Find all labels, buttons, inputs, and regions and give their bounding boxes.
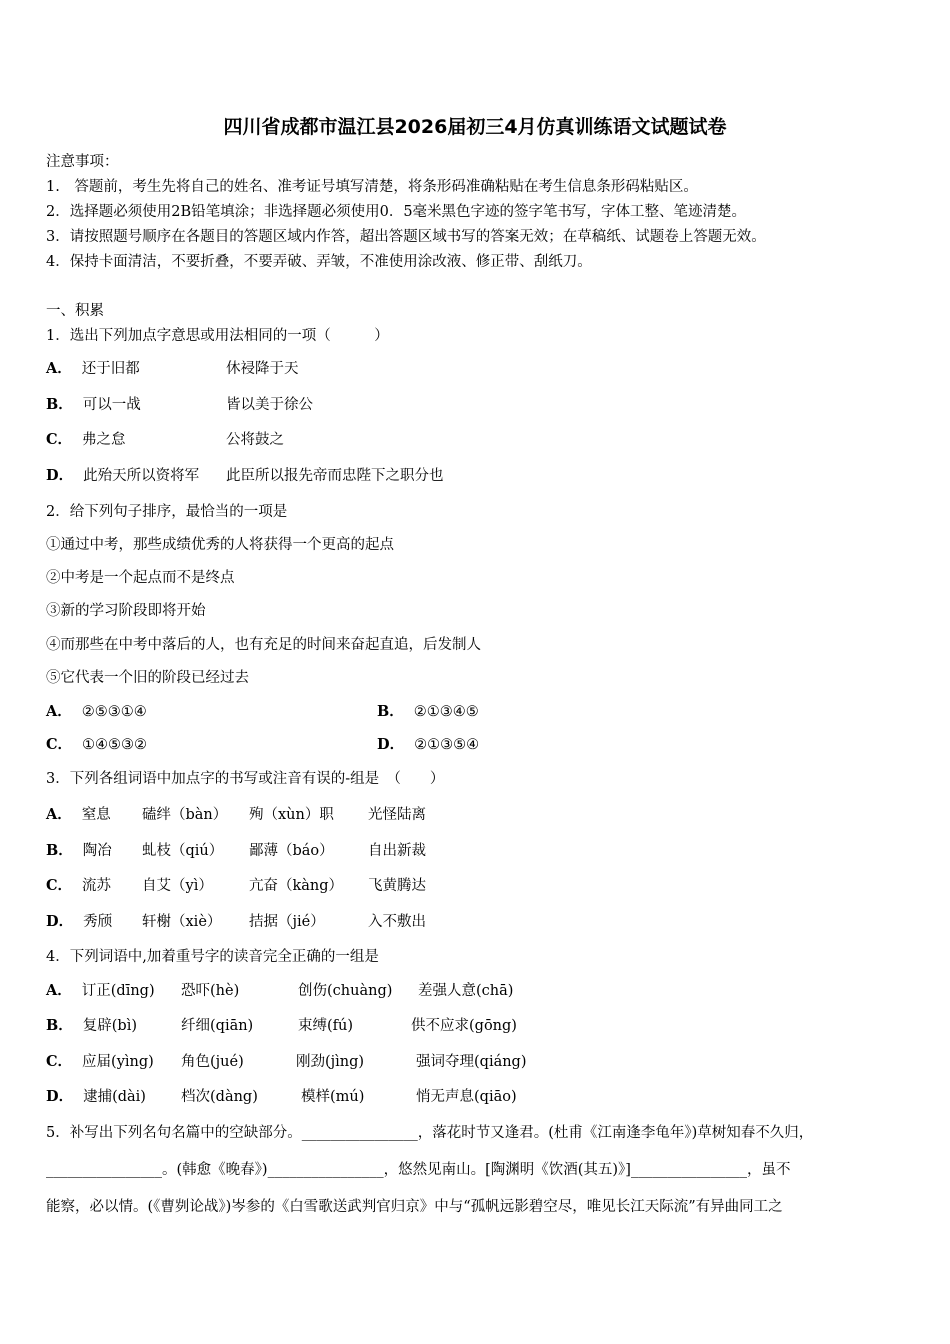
- option-label: D．: [377, 736, 405, 753]
- option-label: A．: [46, 703, 72, 720]
- word: 复辟(bì): [82, 1018, 137, 1034]
- question-3-stem: 3．下列各组词语中加点字的书写或注音有误的-组是 （ ）: [46, 771, 445, 787]
- q2-option-b[interactable]: [377, 702, 479, 722]
- word: 拮据（jié）: [249, 914, 325, 930]
- word: 供不应求(gōng): [411, 1018, 517, 1034]
- word: 应届(yìng): [82, 1054, 154, 1070]
- option-label: C．: [46, 736, 73, 753]
- word: 亢奋（kàng）: [249, 878, 344, 894]
- option-label: C．: [46, 1053, 73, 1070]
- option-label: A．: [46, 982, 72, 999]
- word: 磕绊（bàn）: [142, 807, 228, 823]
- word: 模样(mú): [301, 1089, 365, 1105]
- word: 自艾（yì）: [142, 878, 213, 894]
- q2-sentence-5: ⑤它代表一个旧的阶段已经过去: [46, 670, 249, 686]
- q1-option-a[interactable]: [46, 359, 140, 379]
- q2-sentence-2: ②中考是一个起点而不是终点: [46, 570, 235, 586]
- word: 强词夺理(qiáng): [416, 1054, 527, 1070]
- question-1-stem: 1．选出下列加点字意思或用法相同的一项（ ）: [46, 328, 389, 344]
- word: 创伤(chuàng): [298, 983, 393, 999]
- q1-option-d[interactable]: [46, 466, 199, 486]
- word: 流苏: [82, 878, 112, 894]
- q4-option-d[interactable]: [46, 1087, 146, 1107]
- question-4-stem: 4．下列词语中,加着重号字的读音完全正确的一组是: [46, 949, 379, 965]
- option-text-a: 弗之怠: [82, 432, 126, 448]
- question-5-line-2: ________________。(韩愈《晚春》)________________，悠然见南山。[陶渊明《饮酒(其五)》]________________，虽不: [46, 1162, 791, 1178]
- q1-option-b-b: 皆以美于徐公: [226, 397, 313, 413]
- word: 光怪陆离: [368, 807, 426, 823]
- option-label: D．: [46, 913, 74, 930]
- q2-sentence-3: ③新的学习阶段即将开始: [46, 603, 206, 619]
- option-label: A．: [46, 806, 72, 823]
- question-5-line-3: 能察，必以情。(《曹刿论战》)岑参的《白雪歌送武判官归京》中与“孤帆远影碧空尽，唯见长江天际流”有异曲同工之: [46, 1199, 783, 1215]
- q3-option-c[interactable]: [46, 876, 111, 896]
- option-label: C．: [46, 877, 73, 894]
- option-label: B．: [46, 396, 73, 413]
- q3-option-b[interactable]: [46, 841, 112, 861]
- option-label: B．: [46, 1017, 73, 1034]
- notice-item-4: 4．保持卡面清洁，不要折叠，不要弄破、弄皱，不准使用涂改液、修正带、刮纸刀。: [46, 254, 592, 270]
- q2-option-d[interactable]: [377, 735, 479, 755]
- option-label: B．: [377, 703, 404, 720]
- option-label: D．: [46, 1088, 74, 1105]
- notice-item-1: 1. 答题前，考生先将自己的姓名、准考证号填写清楚，将条形码准确粘贴在考生信息条形码粘贴区。: [46, 179, 698, 195]
- q1-option-c-b: 公将鼓之: [226, 432, 284, 448]
- word: 档次(dàng): [181, 1089, 258, 1105]
- option-text: ②①③⑤④: [414, 737, 480, 753]
- word: 悄无声息(qiāo): [416, 1089, 517, 1105]
- question-5-line-1: 5．补写出下列名句名篇中的空缺部分。________________，落花时节又逢君。(杜甫《江南逢李龟年》)草树知春不久归，: [46, 1125, 814, 1141]
- option-label: B．: [46, 842, 73, 859]
- q3-option-d[interactable]: [46, 912, 112, 932]
- q1-option-c[interactable]: [46, 430, 126, 450]
- option-label: C．: [46, 431, 73, 448]
- option-text: ②①③④⑤: [413, 704, 479, 720]
- notice-item-3: 3．请按照题号顺序在各题目的答题区域内作答，超出答题区域书写的答案无效；在草稿纸、试题卷上答题无效。: [46, 229, 766, 245]
- word: 纤细(qiān): [181, 1018, 254, 1034]
- option-label: D．: [46, 467, 74, 484]
- q4-option-c[interactable]: [46, 1052, 154, 1072]
- q1-option-a-b: 休祲降于天: [226, 361, 299, 377]
- word: 窒息: [81, 807, 111, 823]
- q2-sentence-1: ①通过中考，那些成绩优秀的人将获得一个更高的起点: [46, 537, 394, 553]
- word: 殉（xùn）职: [249, 807, 334, 823]
- word: 差强人意(chā): [418, 983, 514, 999]
- word: 订正(dīng): [81, 983, 155, 999]
- word: 秀颀: [83, 914, 113, 930]
- option-label: A．: [46, 360, 72, 377]
- word: 入不敷出: [368, 914, 426, 930]
- option-text: ②⑤③①④: [81, 704, 147, 720]
- word: 飞黄腾达: [368, 878, 426, 894]
- section-heading: 一、积累: [46, 303, 104, 319]
- q2-option-a[interactable]: [46, 702, 147, 722]
- question-2-stem: 2．给下列句子排序，最恰当的一项是: [46, 504, 288, 520]
- option-text: ①④⑤③②: [82, 737, 148, 753]
- notice-item-2: 2．选择题必须使用2B铅笔填涂；非选择题必须使用0．5毫米黑色字迹的签字笔书写，字体工整、笔迹清楚。: [46, 204, 747, 220]
- q2-sentence-4: ④而那些在中考中落后的人，也有充足的时间来奋起直追，后发制人: [46, 637, 481, 653]
- page-title: 四川省成都市温江县2026届初三4月仿真训练语文试题试卷: [223, 116, 727, 138]
- q4-option-a[interactable]: [46, 981, 155, 1001]
- q1-option-d-b: 此臣所以报先帝而忠陛下之职分也: [226, 468, 444, 484]
- word: 束缚(fú): [298, 1018, 354, 1034]
- option-text-a: 此殆天所以资将军: [83, 468, 200, 484]
- word: 逮捕(dài): [83, 1089, 146, 1105]
- q3-option-a[interactable]: [46, 805, 111, 825]
- word: 虬枝（qiú）: [142, 843, 224, 859]
- word: 自出新裁: [368, 843, 426, 859]
- word: 陶冶: [82, 843, 112, 859]
- word: 轩榭（xiè）: [142, 914, 222, 930]
- notice-heading: 注意事项：: [46, 154, 119, 170]
- word: 恐吓(hè): [181, 983, 240, 999]
- q4-option-b[interactable]: [46, 1016, 137, 1036]
- q2-option-c[interactable]: [46, 735, 147, 755]
- word: 刚劲(jìng): [296, 1054, 365, 1070]
- option-text-a: 可以一战: [82, 397, 141, 413]
- word: 鄙薄（báo）: [249, 843, 334, 859]
- q1-option-b[interactable]: [46, 395, 141, 415]
- word: 角色(jué): [181, 1054, 244, 1070]
- option-text-a: 还于旧都: [81, 361, 140, 377]
